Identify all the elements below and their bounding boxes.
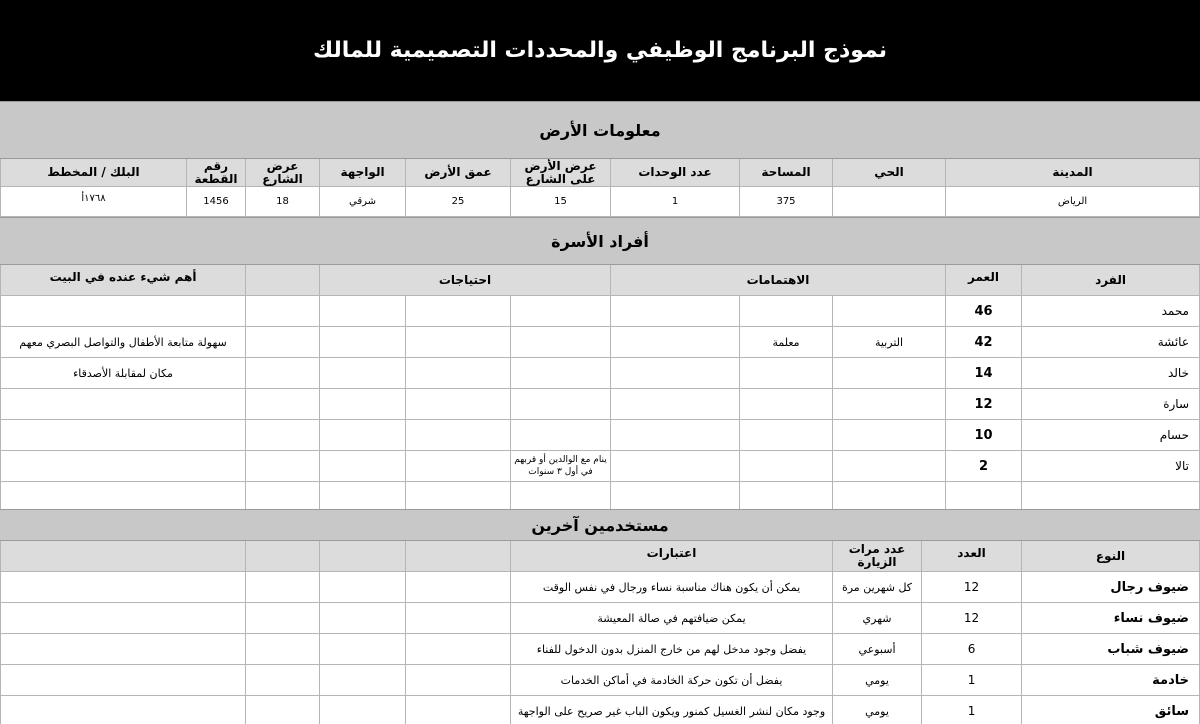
land-value-units: 1 (611, 187, 740, 217)
land-header-row (0, 159, 1200, 187)
family-member-name: حسام (1022, 420, 1200, 451)
others-empty-2 (320, 603, 406, 634)
others-row (0, 572, 1200, 603)
family-member-need-2 (406, 451, 511, 482)
others-row (0, 634, 1200, 665)
family-member-interest-2 (740, 296, 833, 327)
others-empty-2 (320, 572, 406, 603)
land-header-depth: عمق الأرض (406, 159, 511, 187)
others-consideration: يمكن أن يكون هناك مناسبة نساء ورجال في نفس الوقت (511, 572, 833, 603)
family-section-header: أفراد الأسرة (0, 217, 1200, 265)
family-member-extra (246, 451, 320, 482)
others-count: 12 (922, 603, 1022, 634)
family-member-interest-3 (611, 296, 740, 327)
family-member-important (0, 389, 246, 420)
others-type: خادمة (1022, 665, 1200, 696)
family-member-interest-2 (740, 451, 833, 482)
family-member-need-3 (320, 389, 406, 420)
land-header-block: البلك / المخطط (0, 159, 187, 187)
family-member-need (511, 389, 611, 420)
land-header-district: الحي (833, 159, 946, 187)
family-member-important (0, 451, 246, 482)
others-visits: شهري (833, 603, 922, 634)
family-member-name: محمد (1022, 296, 1200, 327)
family-member-need-3 (320, 327, 406, 358)
family-header-row (0, 265, 1200, 296)
family-member-important: سهولة متابعة الأطفال والتواصل البصري معهم (0, 327, 246, 358)
family-member-interest-3 (611, 327, 740, 358)
others-empty-3 (246, 665, 320, 696)
family-member-interest-2 (740, 420, 833, 451)
family-member-need-3 (320, 358, 406, 389)
others-header-visits: عدد مرات الزيارة (833, 541, 922, 572)
land-header-street-width-land: عرض الأرض على الشارع (511, 159, 611, 187)
land-value-street-width-land: 15 (511, 187, 611, 217)
others-empty-1 (406, 634, 511, 665)
family-header-member: الفرد (1022, 265, 1200, 296)
family-member-interest-1 (833, 451, 946, 482)
land-value-area: 375 (740, 187, 833, 217)
land-value-plot-no: 1456 (187, 187, 246, 217)
others-row (0, 696, 1200, 724)
others-empty-1 (406, 603, 511, 634)
family-member-need-2 (406, 296, 511, 327)
others-header-empty-4 (0, 541, 246, 572)
others-empty-2 (320, 665, 406, 696)
family-member-extra (246, 327, 320, 358)
family-member-interest-3 (611, 451, 740, 482)
family-member-age: 46 (946, 296, 1022, 327)
others-empty-4 (0, 696, 246, 724)
others-empty-3 (246, 572, 320, 603)
others-row (0, 603, 1200, 634)
others-visits: يومي (833, 696, 922, 724)
family-member-need (511, 327, 611, 358)
family-member-need (511, 296, 611, 327)
land-header-street-width: عرض الشارع (246, 159, 320, 187)
family-member-need: ينام مع الوالدين أو قربهم في أول ٣ سنوات (511, 451, 611, 482)
family-row (0, 451, 1200, 482)
family-member-need-3 (320, 451, 406, 482)
others-header-empty-2 (320, 541, 406, 572)
others-count: 1 (922, 665, 1022, 696)
others-visits: أسبوعي (833, 634, 922, 665)
land-header-facade: الواجهة (320, 159, 406, 187)
family-member-name: عائشة (1022, 327, 1200, 358)
family-member-name: خالد (1022, 358, 1200, 389)
family-member-interest-1 (833, 296, 946, 327)
land-value-district (833, 187, 946, 217)
family-header-interests: الاهتمامات (611, 265, 946, 296)
others-empty-4 (0, 572, 246, 603)
others-type: ضيوف شباب (1022, 634, 1200, 665)
family-member-need-2 (406, 327, 511, 358)
others-count: 12 (922, 572, 1022, 603)
family-member-interest-2 (740, 358, 833, 389)
family-member-age: 12 (946, 389, 1022, 420)
others-empty-3 (246, 634, 320, 665)
others-header-type: النوع (1022, 541, 1200, 572)
others-visits: يومي (833, 665, 922, 696)
others-consideration: يفضل وجود مدخل لهم من خارج المنزل بدون الدخول للفناء (511, 634, 833, 665)
land-header-plot-no: رقم القطعة (187, 159, 246, 187)
family-member-interest-3 (611, 358, 740, 389)
family-member-name: سارة (1022, 389, 1200, 420)
family-member-important (0, 420, 246, 451)
others-visits: كل شهرين مرة (833, 572, 922, 603)
land-value-city: الرياض (946, 187, 1200, 217)
others-empty-1 (406, 696, 511, 724)
family-member-need-2 (406, 420, 511, 451)
family-member-need (511, 420, 611, 451)
family-member-extra (246, 420, 320, 451)
land-header-city: المدينة (946, 159, 1200, 187)
family-member-interest-1 (833, 420, 946, 451)
land-section-header: معلومات الأرض (0, 101, 1200, 159)
others-count: 1 (922, 696, 1022, 724)
family-row (0, 420, 1200, 451)
others-header-considerations: اعتبارات (511, 541, 833, 572)
land-value-depth: 25 (406, 187, 511, 217)
family-row (0, 389, 1200, 420)
family-member-important: مكان لمقابلة الأصدقاء (0, 358, 246, 389)
family-row (0, 358, 1200, 389)
family-member-need-2 (406, 389, 511, 420)
others-type: ضيوف رجال (1022, 572, 1200, 603)
family-member-need-3 (320, 296, 406, 327)
family-member-age: 2 (946, 451, 1022, 482)
family-member-important (0, 296, 246, 327)
others-empty-2 (320, 634, 406, 665)
others-header-empty-1 (406, 541, 511, 572)
family-member-interest-2: معلمة (740, 327, 833, 358)
family-member-interest-1 (833, 389, 946, 420)
family-member-need-2 (406, 358, 511, 389)
others-count: 6 (922, 634, 1022, 665)
others-empty-4 (0, 634, 246, 665)
family-row (0, 327, 1200, 358)
family-member-interest-3 (611, 420, 740, 451)
family-member-interest-1 (833, 358, 946, 389)
family-member-interest-2 (740, 389, 833, 420)
family-member-need (511, 358, 611, 389)
family-member-age: 42 (946, 327, 1022, 358)
others-type: ضيوف نساء (1022, 603, 1200, 634)
others-header-count: العدد (922, 541, 1022, 572)
others-consideration: يمكن ضيافتهم في صالة المعيشة (511, 603, 833, 634)
others-consideration: يفضل أن تكون حركة الخادمة في أماكن الخدمات (511, 665, 833, 696)
family-header-needs: احتياجات (320, 265, 611, 296)
others-consideration: وجود مكان لنشر الغسيل كمنور ويكون الباب غير صريح على الواجهة (511, 696, 833, 724)
family-member-extra (246, 358, 320, 389)
family-header-age: العمر (946, 265, 1022, 296)
family-member-interest-1: التربية (833, 327, 946, 358)
family-member-extra (246, 296, 320, 327)
family-header-empty (246, 265, 320, 296)
others-empty-1 (406, 572, 511, 603)
family-member-interest-3 (611, 389, 740, 420)
others-empty-1 (406, 665, 511, 696)
others-empty-3 (246, 603, 320, 634)
family-header-important: أهم شيء عنده في البيت (0, 265, 246, 296)
others-empty-4 (0, 603, 246, 634)
land-value-block: ١٧٦٨أ (0, 187, 187, 217)
land-value-facade: شرقي (320, 187, 406, 217)
others-empty-2 (320, 696, 406, 724)
land-value-street-width: 18 (246, 187, 320, 217)
family-member-need-3 (320, 420, 406, 451)
others-header-row (0, 541, 1200, 572)
page-title: نموذج البرنامج الوظيفي والمحددات التصميمية للمالك (0, 0, 1200, 101)
others-row (0, 665, 1200, 696)
others-header-empty-3 (246, 541, 320, 572)
family-member-name: تالا (1022, 451, 1200, 482)
family-row (0, 296, 1200, 327)
others-empty-3 (246, 696, 320, 724)
others-section-header: مستخدمين آخرين (0, 509, 1200, 541)
others-empty-4 (0, 665, 246, 696)
land-header-area: المساحة (740, 159, 833, 187)
family-member-age: 10 (946, 420, 1022, 451)
family-member-extra (246, 389, 320, 420)
land-header-units: عدد الوحدات (611, 159, 740, 187)
others-type: سائق (1022, 696, 1200, 724)
family-member-age: 14 (946, 358, 1022, 389)
land-values-row (0, 187, 1200, 217)
